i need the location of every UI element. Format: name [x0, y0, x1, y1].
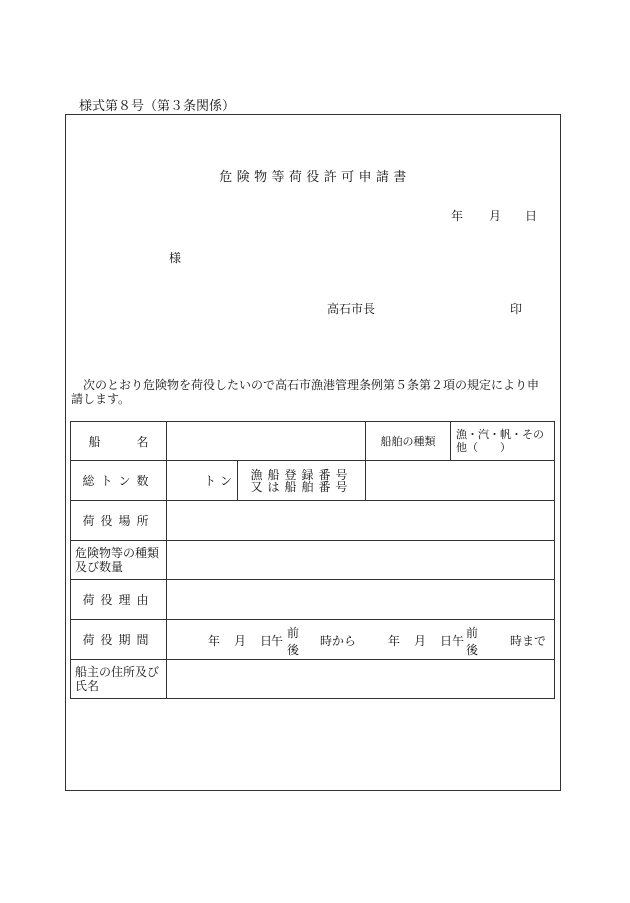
table-border-right [554, 421, 555, 699]
ship-name-label: 船 名 [88, 434, 149, 449]
period-start-after: 後 [287, 643, 300, 657]
period-end-ampm: 午 [452, 634, 465, 648]
table-col-divider [450, 421, 451, 461]
period-to-label: 時まで [510, 634, 547, 648]
ton-unit: トン [204, 474, 237, 488]
cargo-reason-field[interactable] [167, 580, 554, 619]
recipient-suffix: 様 [169, 251, 182, 265]
registration-number-label: 漁船登録番号 又は船舶番号 [250, 467, 353, 494]
owner-field[interactable] [167, 660, 554, 698]
seal-mark: 印 [510, 302, 523, 316]
date-day-label: 日 [525, 209, 538, 223]
owner-label: 船主の住所及び氏名 [75, 665, 160, 693]
hazmat-type-field[interactable] [167, 541, 554, 579]
date-month-label: 月 [489, 209, 502, 223]
cargo-place-field[interactable] [167, 501, 554, 540]
form-title: 危険物等荷役許可申請書 [219, 170, 411, 185]
period-start-before: 前 [287, 626, 300, 640]
form-number-label: 様式第８号（第３条関係） [79, 99, 236, 114]
table-border-bottom [70, 698, 555, 699]
registration-number-field[interactable] [366, 461, 554, 500]
issuer-name: 高石市長 [327, 302, 376, 316]
period-end-before: 前 [466, 626, 479, 640]
period-start-date: 年 月 日 [208, 634, 274, 648]
vessel-type-options[interactable]: 漁・汽・帆・その他（ ） [456, 428, 544, 454]
date-year-label: 年 [451, 209, 464, 223]
period-end-after: 後 [466, 643, 479, 657]
application-statement: 次のとおり危険物を荷役したいので高石市漁港管理条例第５条第２項の規定により申請します。 [71, 378, 540, 406]
period-from-label: 時から [320, 634, 357, 648]
hazmat-type-label: 危険物等の種類及び数量 [75, 546, 160, 574]
cargo-period-label: 荷役期間 [82, 633, 155, 647]
gross-tonnage-label: 総トン数 [82, 474, 155, 488]
cargo-reason-label: 荷役理由 [82, 593, 155, 607]
period-end-date: 年 月 日 [388, 634, 454, 648]
period-start-ampm: 午 [271, 634, 284, 648]
vessel-type-label: 船舶の種類 [380, 435, 436, 448]
ship-name-field[interactable] [167, 422, 365, 460]
cargo-place-label: 荷役場所 [82, 514, 155, 528]
